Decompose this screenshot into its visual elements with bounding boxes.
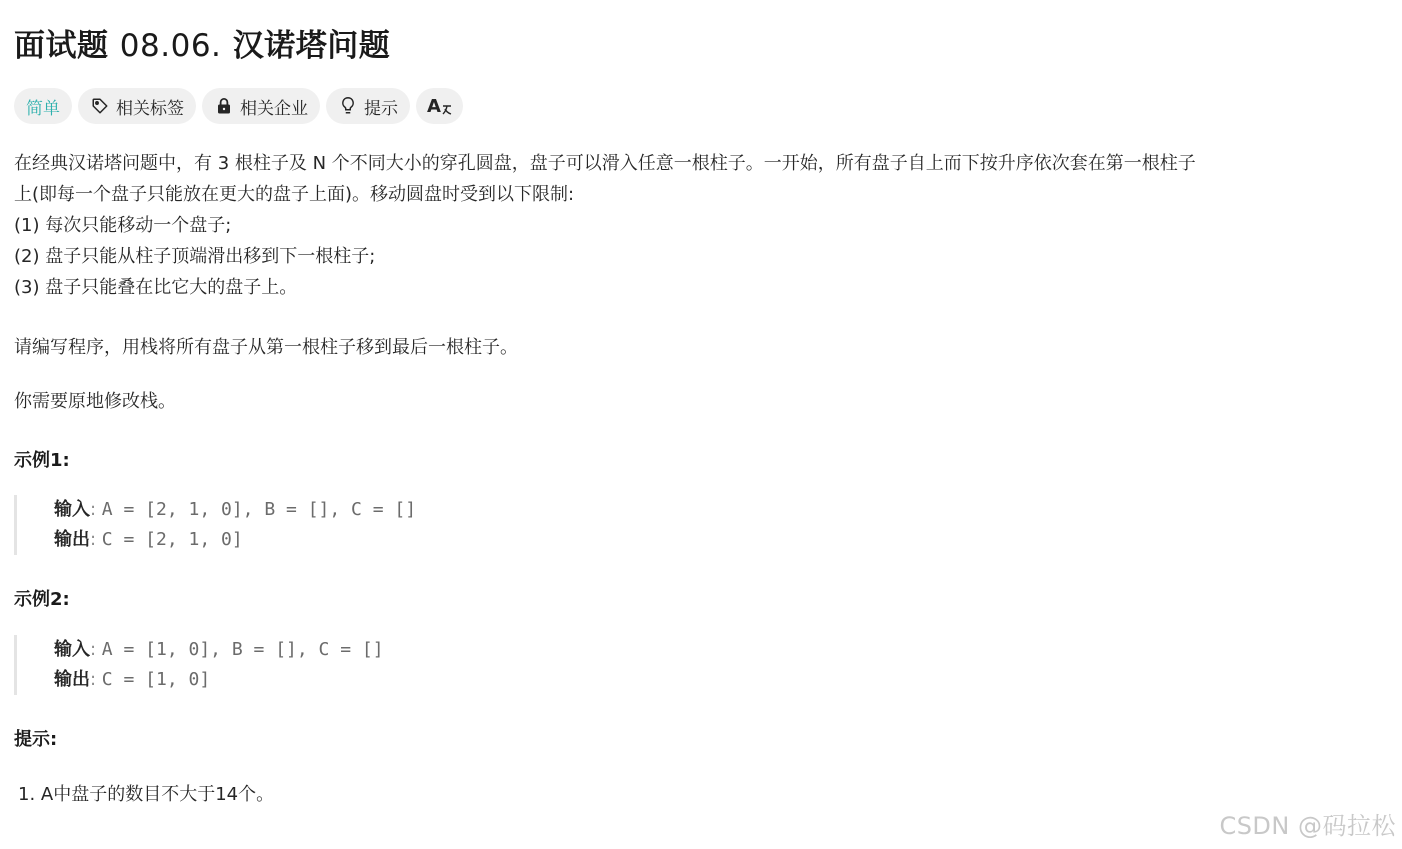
input-value: A = [2, 1, 0], B = [], C = [] <box>101 499 417 520</box>
input-key: 输入 <box>54 639 90 660</box>
related-tags-label: 相关标签 <box>116 98 184 119</box>
title-name: 汉诺塔问题 <box>232 28 391 64</box>
description-line: (3) 盘子只能叠在比它大的盘子上。 <box>14 277 298 298</box>
tag-icon <box>90 96 110 116</box>
output-key: 输出 <box>54 529 90 550</box>
lightbulb-icon <box>338 96 358 116</box>
title-prefix: 面试题 <box>14 28 109 64</box>
inplace-text: 你需要原地修改栈。 <box>14 391 176 412</box>
watermark: CSDN @码拉松 <box>1219 812 1396 840</box>
difficulty-label: 简单 <box>26 98 60 119</box>
tag-bar <box>14 88 463 124</box>
hints-label: 提示 <box>364 98 398 119</box>
hint-item: 1. A中盘子的数目不大于14个。 <box>18 784 275 805</box>
hints-section-label: 提示: <box>14 729 58 750</box>
difficulty-badge[interactable] <box>14 88 72 124</box>
problem-title <box>14 20 390 65</box>
related-companies-button[interactable] <box>202 88 320 124</box>
example-1-input: 输入: A = [2, 1, 0], B = [], C = [] <box>54 499 417 520</box>
task-text: 请编写程序，用栈将所有盘子从第一根柱子移到最后一根柱子。 <box>14 337 518 358</box>
example-2-input: 输入: A = [1, 0], B = [], C = [] <box>54 639 384 660</box>
example-2-output: 输出: C = [1, 0] <box>54 669 211 690</box>
description-line: (1) 每次只能移动一个盘子; <box>14 215 232 236</box>
input-key: 输入 <box>54 499 90 520</box>
example-2-label: 示例2: <box>14 589 70 610</box>
hints-button[interactable] <box>326 88 410 124</box>
example-1-label: 示例1: <box>14 450 70 471</box>
description-line: 在经典汉诺塔问题中，有 3 根柱子及 N 个不同大小的穿孔圆盘，盘子可以滑入任意一根柱子。一开始，所有盘子自上而下按升序依次套在第一根柱子 <box>14 153 1196 174</box>
problem-description <box>14 148 1394 303</box>
translate-button[interactable] <box>416 88 463 124</box>
related-companies-label: 相关企业 <box>240 98 308 119</box>
output-value: C = [2, 1, 0] <box>101 529 243 550</box>
output-key: 输出 <box>54 669 90 690</box>
example-2-block <box>14 635 614 695</box>
description-line: (2) 盘子只能从柱子顶端滑出移到下一根柱子; <box>14 246 376 267</box>
example-1-block <box>14 495 614 555</box>
lock-icon <box>214 96 234 116</box>
title-number: 08.06. <box>119 28 222 64</box>
related-tags-button[interactable] <box>78 88 196 124</box>
description-line: 上(即每一个盘子只能放在更大的盘子上面)。移动圆盘时受到以下限制: <box>14 184 575 205</box>
example-1-output: 输出: C = [2, 1, 0] <box>54 529 243 550</box>
translate-icon <box>427 96 452 117</box>
output-value: C = [1, 0] <box>101 669 211 690</box>
input-value: A = [1, 0], B = [], C = [] <box>101 639 384 660</box>
translate-icon-letter: A <box>427 95 441 117</box>
